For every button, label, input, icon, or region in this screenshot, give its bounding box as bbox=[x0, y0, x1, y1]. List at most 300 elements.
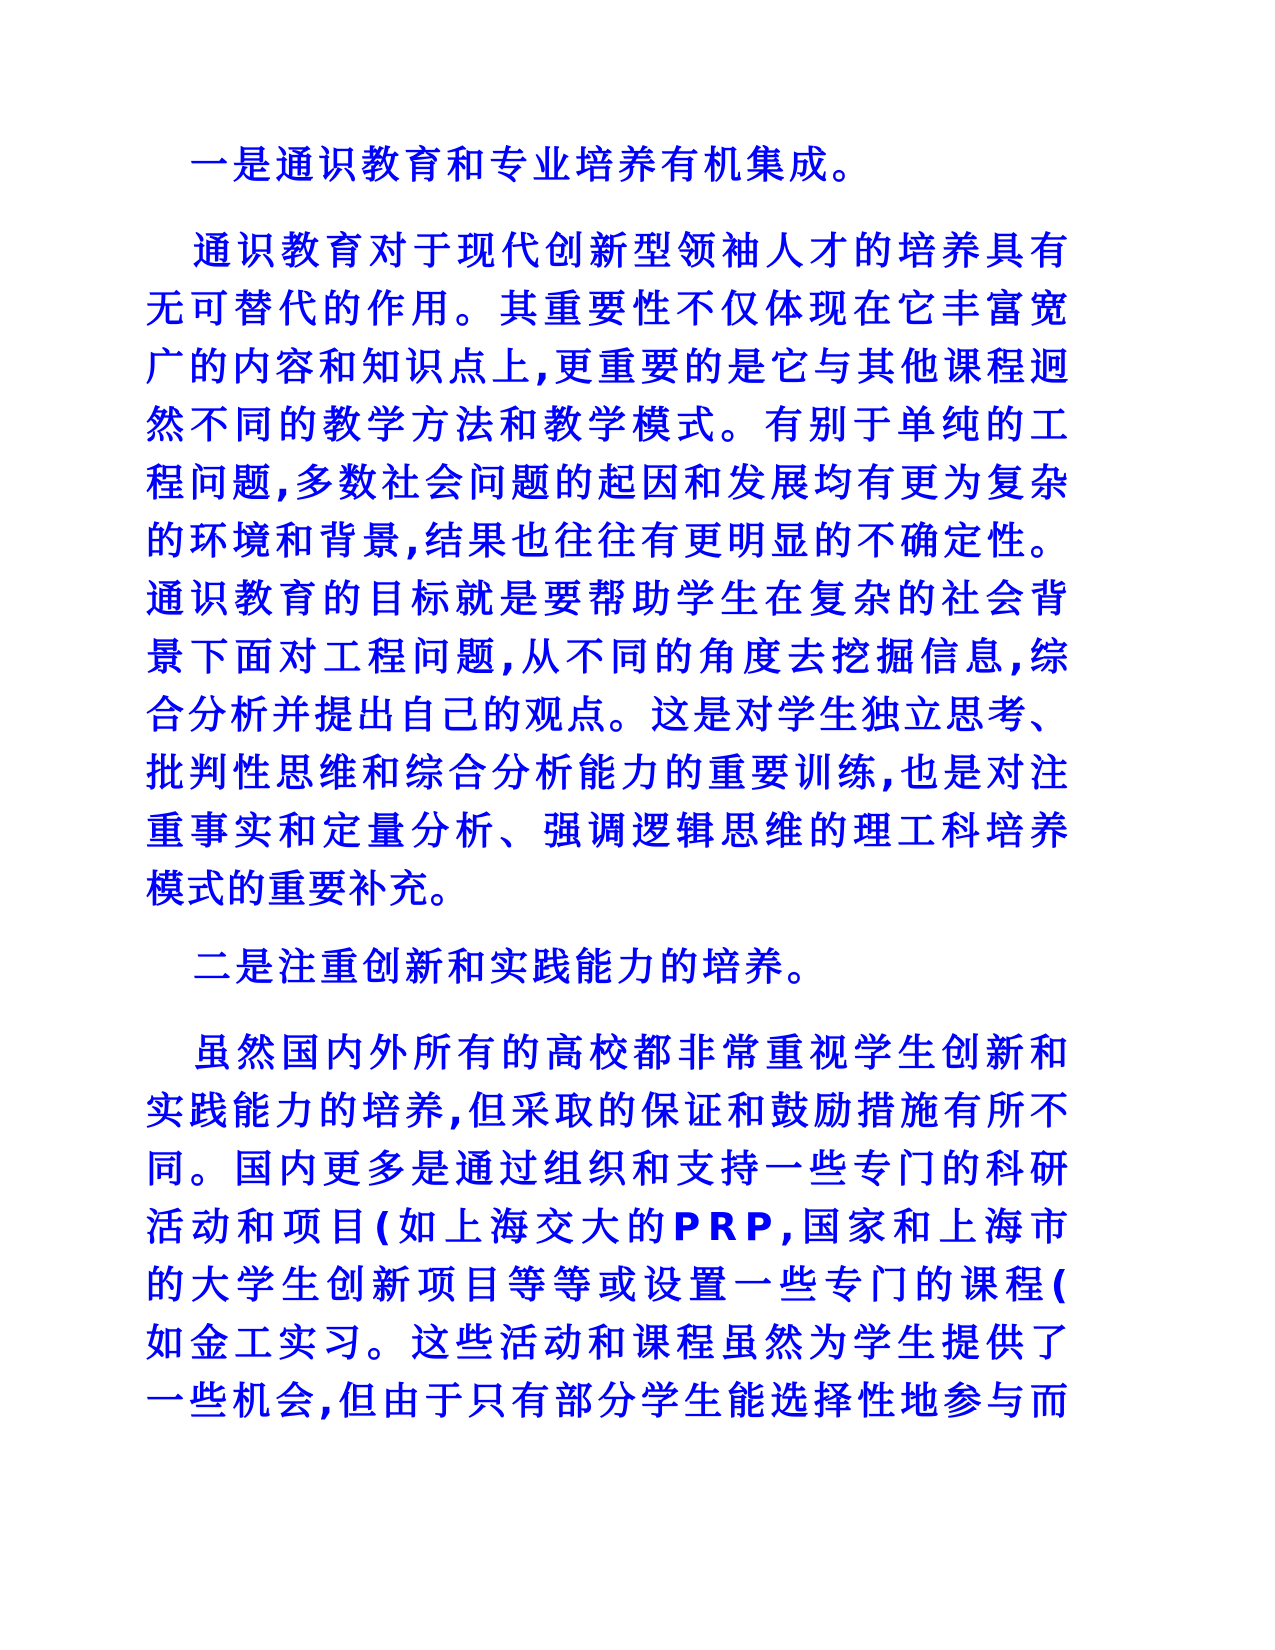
glyph: 观 bbox=[524, 693, 563, 737]
glyph: 单 bbox=[897, 403, 936, 447]
paragraph-2-line-12 bbox=[0, 859, 1275, 919]
glyph: 教 bbox=[281, 229, 320, 273]
glyph: 是 bbox=[235, 945, 274, 989]
glyph: 重 bbox=[597, 345, 636, 389]
glyph: 性 bbox=[232, 751, 271, 795]
glyph: 项 bbox=[417, 1263, 456, 1307]
glyph: 体 bbox=[764, 287, 803, 331]
glyph: 力 bbox=[617, 945, 656, 989]
glyph: 社 bbox=[381, 461, 420, 505]
glyph: 代 bbox=[501, 229, 540, 273]
glyph: 它 bbox=[770, 345, 809, 389]
glyph: 励 bbox=[813, 1089, 852, 1133]
glyph: 培 bbox=[575, 143, 614, 187]
glyph: 度 bbox=[743, 635, 782, 679]
glyph: 了 bbox=[1029, 1321, 1068, 1365]
glyph: 择 bbox=[813, 1379, 852, 1423]
glyph: 其 bbox=[857, 345, 896, 389]
glyph: 的 bbox=[659, 945, 698, 989]
glyph: 也 bbox=[900, 751, 939, 795]
paragraph-2-line-8 bbox=[0, 627, 1275, 687]
glyph: 可 bbox=[190, 287, 229, 331]
glyph: 能 bbox=[578, 751, 617, 795]
glyph: 。 bbox=[831, 143, 870, 187]
glyph: 和 bbox=[446, 143, 485, 187]
glyph: 分 bbox=[597, 1379, 636, 1423]
glyph: , bbox=[880, 751, 896, 795]
glyph: 复 bbox=[808, 577, 847, 621]
glyph: 培 bbox=[985, 809, 1024, 853]
paragraph-2-line-7 bbox=[0, 569, 1275, 629]
glyph: 和 bbox=[318, 345, 357, 389]
glyph: 和 bbox=[237, 1205, 276, 1249]
glyph: 和 bbox=[727, 1089, 766, 1133]
glyph: 是 bbox=[232, 143, 271, 187]
glyph: 确 bbox=[900, 519, 939, 563]
glyph: 的 bbox=[664, 751, 703, 795]
glyph: 明 bbox=[727, 519, 766, 563]
glyph: 展 bbox=[770, 461, 809, 505]
glyph: 析 bbox=[534, 751, 573, 795]
glyph: 的 bbox=[985, 403, 1024, 447]
glyph: 事 bbox=[190, 809, 229, 853]
glyph: 提 bbox=[941, 1321, 980, 1365]
glyph: 生 bbox=[720, 577, 759, 621]
glyph: 从 bbox=[521, 635, 560, 679]
glyph: 重 bbox=[707, 751, 746, 795]
glyph: 于 bbox=[424, 1379, 463, 1423]
glyph: 别 bbox=[808, 403, 847, 447]
glyph: 与 bbox=[813, 345, 852, 389]
glyph: 的 bbox=[941, 1147, 980, 1191]
glyph: 采 bbox=[511, 1089, 550, 1133]
glyph: 通 bbox=[455, 1147, 494, 1191]
glyph: P bbox=[744, 1205, 773, 1249]
glyph: 保 bbox=[641, 1089, 680, 1133]
line-text bbox=[0, 1313, 1275, 1373]
glyph: 大 bbox=[191, 1263, 230, 1307]
glyph: 外 bbox=[369, 1031, 408, 1075]
glyph: 知 bbox=[362, 345, 401, 389]
glyph: 人 bbox=[765, 229, 804, 273]
glyph: 思 bbox=[720, 809, 759, 853]
glyph: 课 bbox=[632, 1321, 671, 1365]
glyph: 机 bbox=[703, 143, 742, 187]
glyph: 的 bbox=[914, 1263, 953, 1307]
glyph: 和 bbox=[275, 519, 314, 563]
glyph: 些 bbox=[779, 1263, 818, 1307]
glyph: 专 bbox=[489, 143, 528, 187]
glyph: 现 bbox=[808, 287, 847, 331]
glyph: 性 bbox=[857, 1379, 896, 1423]
glyph: 和 bbox=[632, 1147, 671, 1191]
glyph: 持 bbox=[720, 1147, 759, 1191]
glyph: 在 bbox=[853, 287, 892, 331]
glyph: 有 bbox=[857, 461, 896, 505]
glyph: 组 bbox=[543, 1147, 582, 1191]
glyph: 实 bbox=[146, 1089, 185, 1133]
glyph: 批 bbox=[146, 751, 185, 795]
glyph: 的 bbox=[808, 809, 847, 853]
glyph: 不 bbox=[190, 403, 229, 447]
glyph: P bbox=[672, 1205, 701, 1249]
glyph: 就 bbox=[455, 577, 494, 621]
glyph: 一 bbox=[764, 1147, 803, 1191]
glyph: 都 bbox=[633, 1031, 672, 1075]
glyph: 目 bbox=[462, 1263, 501, 1307]
glyph: 考 bbox=[987, 693, 1026, 737]
glyph: 专 bbox=[824, 1263, 863, 1307]
glyph: 教 bbox=[322, 403, 361, 447]
glyph: 均 bbox=[813, 461, 852, 505]
glyph: ( bbox=[1050, 1263, 1068, 1307]
glyph: 重 bbox=[267, 867, 306, 911]
glyph: 方 bbox=[411, 403, 450, 447]
glyph: 过 bbox=[499, 1147, 538, 1191]
glyph: 分 bbox=[188, 693, 227, 737]
glyph: 虽 bbox=[193, 1031, 232, 1075]
glyph: 等 bbox=[507, 1263, 546, 1307]
glyph: 的 bbox=[146, 519, 185, 563]
glyph: 有 bbox=[1029, 229, 1068, 273]
glyph: 起 bbox=[597, 461, 636, 505]
glyph: 所 bbox=[986, 1089, 1025, 1133]
glyph: 下 bbox=[190, 635, 229, 679]
glyph: 有 bbox=[660, 143, 699, 187]
glyph: 的 bbox=[501, 1031, 540, 1075]
glyph: 力 bbox=[621, 751, 660, 795]
glyph: 养 bbox=[405, 1089, 444, 1133]
glyph: 同 bbox=[146, 1147, 185, 1191]
paragraph-4-line-3 bbox=[0, 1139, 1275, 1199]
line-text bbox=[0, 1139, 1275, 1199]
glyph: 专 bbox=[853, 1147, 892, 1191]
glyph: 高 bbox=[545, 1031, 584, 1075]
glyph: 些 bbox=[189, 1379, 228, 1423]
glyph: 养 bbox=[1029, 809, 1068, 853]
glyph: 目 bbox=[328, 1205, 367, 1249]
paragraph-2-line-6 bbox=[0, 511, 1275, 571]
glyph: 科 bbox=[985, 1147, 1024, 1191]
glyph: 学 bbox=[236, 1263, 275, 1307]
glyph: 市 bbox=[1029, 1205, 1068, 1249]
glyph: 要 bbox=[587, 287, 626, 331]
glyph: 置 bbox=[688, 1263, 727, 1307]
glyph: 仅 bbox=[720, 287, 759, 331]
glyph: 更 bbox=[322, 1147, 361, 1191]
glyph: 施 bbox=[900, 1089, 939, 1133]
line-text bbox=[0, 937, 1275, 997]
glyph: 不 bbox=[676, 287, 715, 331]
glyph: 有 bbox=[764, 403, 803, 447]
glyph: 织 bbox=[587, 1147, 626, 1191]
glyph: 点 bbox=[448, 345, 487, 389]
glyph: 家 bbox=[847, 1205, 886, 1249]
glyph: , bbox=[1009, 635, 1024, 679]
glyph: 教 bbox=[234, 577, 273, 621]
glyph: 它 bbox=[897, 287, 936, 331]
glyph: 对 bbox=[986, 751, 1025, 795]
glyph: 注 bbox=[1029, 751, 1068, 795]
glyph: 重 bbox=[320, 945, 359, 989]
glyph: 上 bbox=[938, 1205, 977, 1249]
glyph: 有 bbox=[641, 519, 680, 563]
glyph: 生 bbox=[897, 1321, 936, 1365]
glyph: 活 bbox=[499, 1321, 538, 1365]
glyph: 新 bbox=[405, 945, 444, 989]
glyph: 学 bbox=[366, 403, 405, 447]
glyph: 发 bbox=[727, 461, 766, 505]
glyph: 重 bbox=[765, 1031, 804, 1075]
line-text bbox=[0, 453, 1275, 513]
glyph: 丰 bbox=[941, 287, 980, 331]
glyph: 。 bbox=[1029, 519, 1068, 563]
glyph: , bbox=[405, 519, 420, 563]
glyph: 培 bbox=[897, 229, 936, 273]
glyph: 要 bbox=[751, 751, 790, 795]
glyph: 结 bbox=[424, 519, 463, 563]
glyph: 动 bbox=[191, 1205, 230, 1249]
glyph: 选 bbox=[770, 1379, 809, 1423]
glyph: 识 bbox=[190, 577, 229, 621]
glyph: 补 bbox=[348, 867, 387, 911]
glyph: 措 bbox=[857, 1089, 896, 1133]
line-text bbox=[0, 859, 1275, 919]
glyph: 非 bbox=[677, 1031, 716, 1075]
glyph: 育 bbox=[278, 577, 317, 621]
glyph: 立 bbox=[903, 693, 942, 737]
glyph: 背 bbox=[1029, 577, 1068, 621]
glyph: 和 bbox=[499, 403, 538, 447]
glyph: 题 bbox=[456, 635, 495, 679]
glyph: 鼓 bbox=[770, 1089, 809, 1133]
glyph: 富 bbox=[985, 287, 1024, 331]
glyph: 和 bbox=[362, 751, 401, 795]
glyph: 交 bbox=[535, 1205, 574, 1249]
glyph: 培 bbox=[702, 945, 741, 989]
glyph: 助 bbox=[632, 577, 671, 621]
glyph: 境 bbox=[232, 519, 271, 563]
glyph: 题 bbox=[232, 461, 271, 505]
glyph: 习 bbox=[322, 1321, 361, 1365]
glyph: 一 bbox=[146, 1379, 185, 1423]
paragraph-2-line-10 bbox=[0, 743, 1275, 803]
glyph: 独 bbox=[861, 693, 900, 737]
glyph: 实 bbox=[489, 945, 528, 989]
glyph: 更 bbox=[900, 461, 939, 505]
glyph: 性 bbox=[632, 287, 671, 331]
line-text bbox=[0, 1197, 1275, 1257]
glyph: 创 bbox=[941, 1031, 980, 1075]
glyph: 往 bbox=[597, 519, 636, 563]
glyph: 容 bbox=[275, 345, 314, 389]
paragraph-2-line-2 bbox=[0, 279, 1275, 339]
glyph: 复 bbox=[986, 461, 1025, 505]
glyph: 帮 bbox=[587, 577, 626, 621]
glyph: 和 bbox=[893, 1205, 932, 1249]
glyph: 才 bbox=[809, 229, 848, 273]
glyph: 创 bbox=[326, 1263, 365, 1307]
glyph: 的 bbox=[554, 461, 593, 505]
glyph: 数 bbox=[338, 461, 377, 505]
glyph: 不 bbox=[1029, 1089, 1068, 1133]
glyph: 的 bbox=[853, 229, 892, 273]
glyph: 机 bbox=[232, 1379, 271, 1423]
glyph: 但 bbox=[338, 1379, 377, 1423]
glyph: 综 bbox=[1029, 635, 1068, 679]
paragraph-2-line-5 bbox=[0, 453, 1275, 513]
glyph: 教 bbox=[361, 143, 400, 187]
paragraph-2-line-3 bbox=[0, 337, 1275, 397]
glyph: 。 bbox=[786, 945, 825, 989]
glyph: 练 bbox=[837, 751, 876, 795]
glyph: 代 bbox=[278, 287, 317, 331]
glyph: 能 bbox=[232, 1089, 271, 1133]
glyph: 的 bbox=[813, 519, 852, 563]
paragraph-3-line-1 bbox=[0, 937, 1275, 997]
glyph: 校 bbox=[589, 1031, 628, 1075]
glyph: 证 bbox=[684, 1089, 723, 1133]
glyph: 与 bbox=[986, 1379, 1025, 1423]
glyph: 的 bbox=[482, 693, 521, 737]
paragraph-4-line-7 bbox=[0, 1371, 1275, 1431]
glyph: , bbox=[448, 1089, 463, 1133]
glyph: 工 bbox=[234, 1321, 273, 1365]
glyph: 。 bbox=[609, 693, 648, 737]
glyph: 问 bbox=[468, 461, 507, 505]
glyph: 同 bbox=[234, 403, 273, 447]
glyph: 通 bbox=[193, 229, 232, 273]
glyph: 析 bbox=[455, 809, 494, 853]
glyph: 这 bbox=[411, 1321, 450, 1365]
glyph: 作 bbox=[366, 287, 405, 331]
glyph: 是 bbox=[411, 1147, 450, 1191]
glyph: 因 bbox=[641, 461, 680, 505]
glyph: 内 bbox=[325, 1031, 364, 1075]
glyph: 践 bbox=[532, 945, 571, 989]
glyph: 程 bbox=[986, 345, 1025, 389]
glyph: 些 bbox=[808, 1147, 847, 1191]
line-text bbox=[0, 801, 1275, 861]
glyph: 景 bbox=[362, 519, 401, 563]
glyph: 理 bbox=[853, 809, 892, 853]
glyph: 和 bbox=[447, 945, 486, 989]
line-text bbox=[0, 511, 1275, 571]
glyph: , bbox=[275, 461, 291, 505]
glyph: 。 bbox=[429, 867, 468, 911]
glyph: 他 bbox=[900, 345, 939, 389]
line-text bbox=[0, 569, 1275, 629]
glyph: 分 bbox=[411, 809, 450, 853]
glyph: 杂 bbox=[853, 577, 892, 621]
glyph: 工 bbox=[897, 809, 936, 853]
glyph: 综 bbox=[405, 751, 444, 795]
paragraph-4-line-4 bbox=[0, 1197, 1275, 1257]
glyph: 创 bbox=[362, 945, 401, 989]
glyph: 目 bbox=[366, 577, 405, 621]
glyph: 国 bbox=[802, 1205, 841, 1249]
glyph: 和 bbox=[587, 1321, 626, 1365]
glyph: 支 bbox=[676, 1147, 715, 1191]
glyph: 杂 bbox=[1029, 461, 1068, 505]
glyph: 大 bbox=[581, 1205, 620, 1249]
glyph: 和 bbox=[1029, 1031, 1068, 1075]
glyph: 会 bbox=[985, 577, 1024, 621]
glyph: 的 bbox=[654, 635, 693, 679]
glyph: 掘 bbox=[876, 635, 915, 679]
glyph: 教 bbox=[543, 403, 582, 447]
glyph: 会 bbox=[275, 1379, 314, 1423]
glyph: , bbox=[318, 1379, 334, 1423]
glyph: 识 bbox=[318, 143, 357, 187]
line-text bbox=[0, 1023, 1275, 1083]
line-text bbox=[0, 395, 1275, 455]
glyph: 量 bbox=[366, 809, 405, 853]
glyph: 地 bbox=[900, 1379, 939, 1423]
glyph: 或 bbox=[598, 1263, 637, 1307]
glyph: 视 bbox=[809, 1031, 848, 1075]
glyph: 往 bbox=[554, 519, 593, 563]
paragraph-4-line-2 bbox=[0, 1081, 1275, 1141]
glyph: 实 bbox=[234, 809, 273, 853]
glyph: 养 bbox=[617, 143, 656, 187]
glyph: 工 bbox=[1029, 403, 1068, 447]
glyph: 是 bbox=[943, 751, 982, 795]
glyph: 角 bbox=[698, 635, 737, 679]
glyph: 辑 bbox=[676, 809, 715, 853]
paragraph-4-line-6 bbox=[0, 1313, 1275, 1373]
glyph: , bbox=[534, 345, 550, 389]
glyph: 、 bbox=[1029, 693, 1068, 737]
paragraph-2-line-1 bbox=[0, 221, 1275, 281]
glyph: 信 bbox=[920, 635, 959, 679]
glyph: 。 bbox=[366, 1321, 405, 1365]
glyph: 内 bbox=[278, 1147, 317, 1191]
glyph: 问 bbox=[412, 635, 451, 679]
glyph: 挖 bbox=[831, 635, 870, 679]
glyph: 但 bbox=[468, 1089, 507, 1133]
glyph: 和 bbox=[278, 809, 317, 853]
glyph: 的 bbox=[322, 287, 361, 331]
glyph: , bbox=[500, 635, 516, 679]
glyph: 践 bbox=[189, 1089, 228, 1133]
glyph: 的 bbox=[322, 577, 361, 621]
glyph: 识 bbox=[405, 345, 444, 389]
glyph: 问 bbox=[189, 461, 228, 505]
line-text bbox=[0, 1371, 1275, 1431]
glyph: 定 bbox=[322, 809, 361, 853]
glyph: 金 bbox=[190, 1321, 229, 1365]
glyph: 项 bbox=[282, 1205, 321, 1249]
glyph: 为 bbox=[808, 1321, 847, 1365]
glyph: 学 bbox=[641, 1379, 680, 1423]
glyph: 由 bbox=[381, 1379, 420, 1423]
glyph: 然 bbox=[146, 403, 185, 447]
glyph: 实 bbox=[278, 1321, 317, 1365]
glyph: 充 bbox=[389, 867, 428, 911]
glyph: 而 bbox=[1029, 1379, 1068, 1423]
glyph: 然 bbox=[237, 1031, 276, 1075]
glyph: 要 bbox=[641, 345, 680, 389]
glyph: 不 bbox=[565, 635, 604, 679]
glyph: 生 bbox=[684, 1379, 723, 1423]
glyph: 设 bbox=[643, 1263, 682, 1307]
glyph: 注 bbox=[277, 945, 316, 989]
glyph: 通 bbox=[146, 577, 185, 621]
line-text bbox=[0, 1081, 1275, 1141]
glyph: 合 bbox=[448, 751, 487, 795]
glyph: 背 bbox=[318, 519, 357, 563]
